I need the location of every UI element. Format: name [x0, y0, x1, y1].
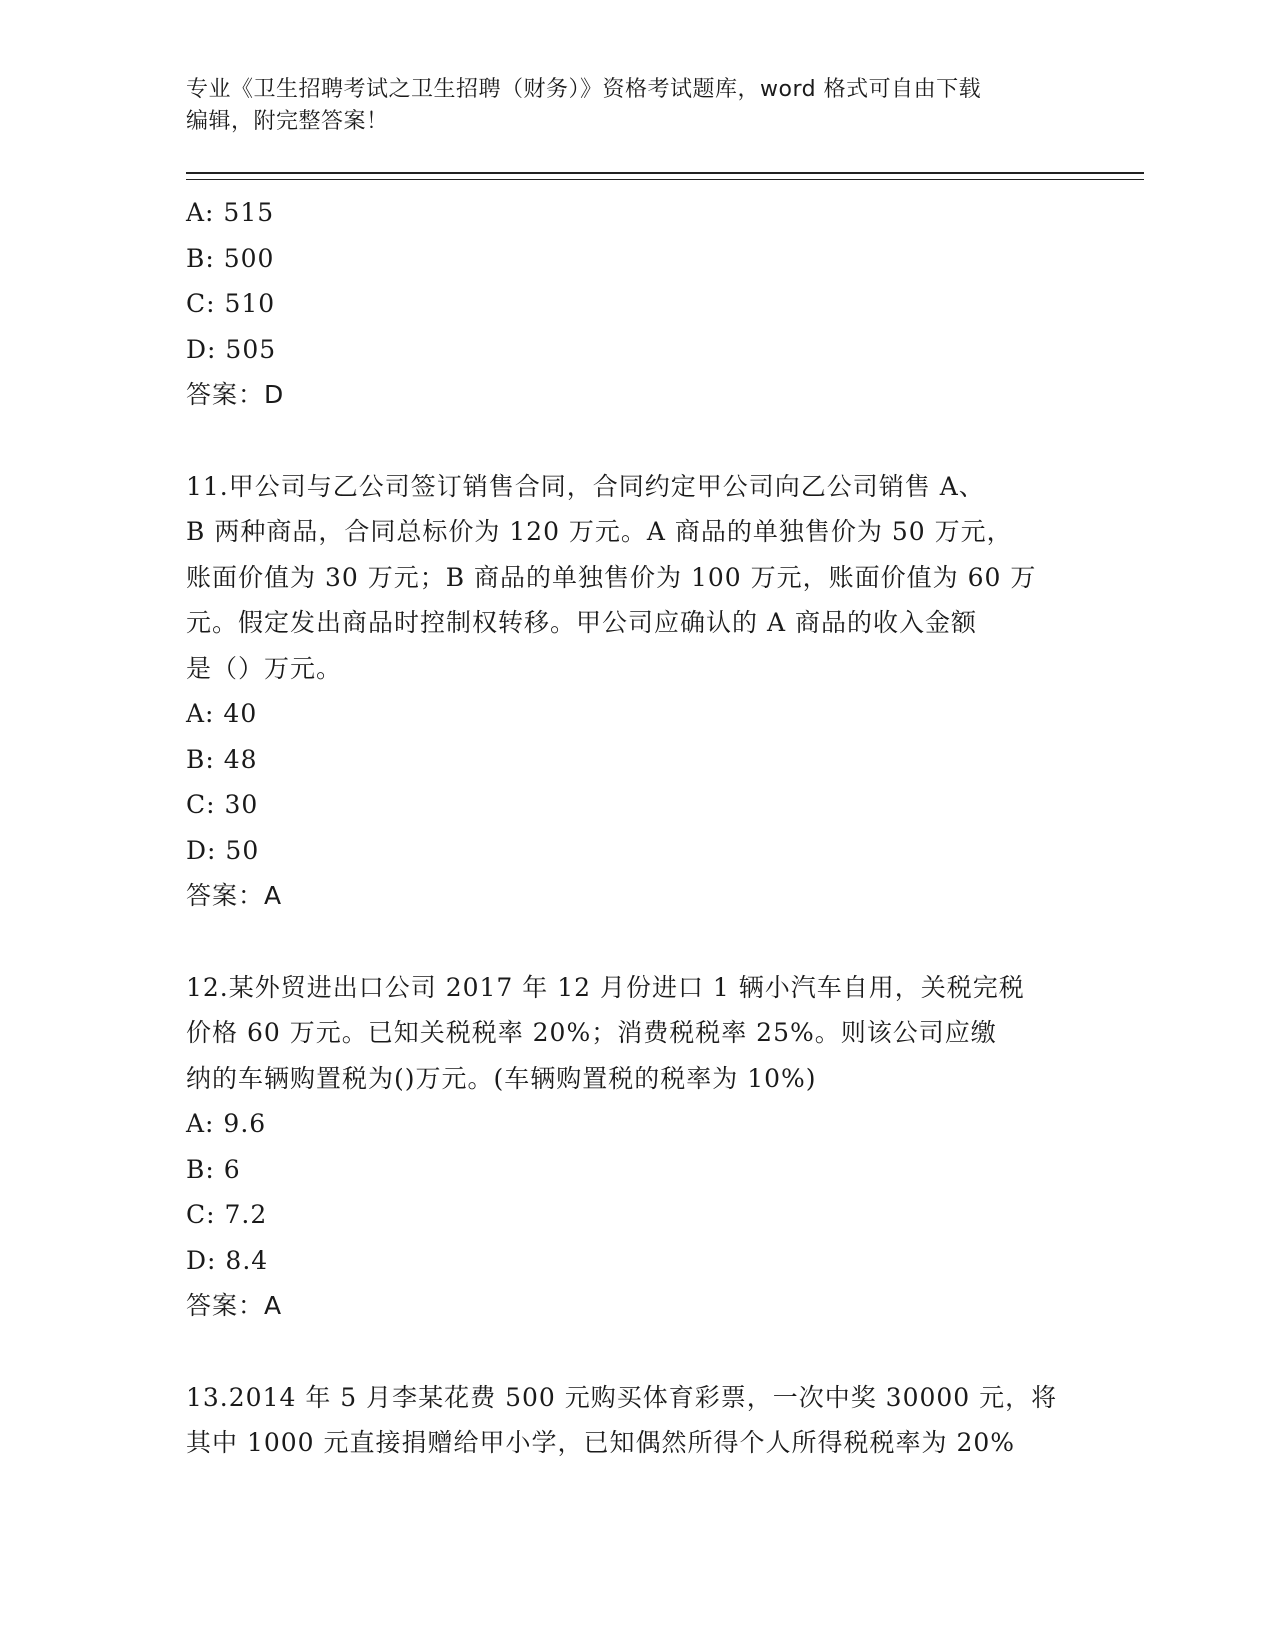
header-line-2: 编辑，附完整答案！ [186, 109, 389, 134]
question-12 [186, 965, 1066, 1329]
option-d: D: 505 [186, 334, 277, 364]
question-stem-line: B 两种商品，合同总标价为 120 万元。A 商品的单独售价为 50 万元， [186, 517, 1013, 546]
option-b: B: 6 [186, 1154, 241, 1184]
option-c: C: 7.2 [186, 1200, 268, 1229]
option-c: C: 30 [186, 790, 259, 819]
option-a: A: 9.6 [186, 1109, 267, 1138]
header-rule-thick [186, 172, 1144, 174]
question-stem-line: 账面价值为 30 万元；B 商品的单独售价为 100 万元，账面价值为 60 万 [186, 562, 1037, 592]
option-d: D: 50 [186, 835, 260, 865]
question-10 [186, 190, 1066, 418]
question-13 [186, 1375, 1066, 1466]
question-stem-line: 是（）万元。 [186, 653, 343, 683]
answer: 答案：A [186, 881, 283, 910]
question-stem-line: 11.甲公司与乙公司签订销售合同，合同约定甲公司向乙公司销售 A、 [186, 471, 985, 501]
question-list [186, 190, 1066, 1466]
document-header [186, 74, 1066, 138]
spacer [186, 919, 1066, 965]
question-stem-line: 元。假定发出商品时控制权转移。甲公司应确认的 A 商品的收入金额 [186, 608, 977, 637]
answer: 答案：D [186, 380, 285, 409]
question-stem-line: 12.某外贸进出口公司 2017 年 12 月份进口 1 辆小汽车自用，关税完税 [186, 972, 1025, 1002]
question-stem-line: 其中 1000 元直接捐赠给甲小学，已知偶然所得个人所得税税率为 20% [186, 1428, 1016, 1457]
question-stem-line: 价格 60 万元。已知关税税率 20%；消费税税率 25%。则该公司应缴 [186, 1018, 997, 1047]
option-b: B: 500 [186, 243, 275, 273]
option-a: A: 515 [186, 198, 275, 227]
question-stem-line: 13.2014 年 5 月李某花费 500 元购买体育彩票，一次中奖 30000 元，将 [186, 1382, 1058, 1412]
option-c: C: 510 [186, 289, 276, 318]
question-stem-line: 纳的车辆购置税为()万元。(车辆购置税的税率为 10%) [186, 1063, 817, 1093]
question-11 [186, 464, 1066, 919]
option-a: A: 40 [186, 699, 258, 728]
spacer [186, 418, 1066, 464]
spacer [186, 1329, 1066, 1375]
header-line-1: 专业《卫生招聘考试之卫生招聘（财务）》资格考试题库，word 格式可自由下载 [186, 77, 982, 102]
option-b: B: 48 [186, 744, 258, 774]
header-rule-thin [186, 179, 1144, 180]
option-d: D: 8.4 [186, 1245, 269, 1275]
answer: 答案：A [186, 1291, 283, 1320]
